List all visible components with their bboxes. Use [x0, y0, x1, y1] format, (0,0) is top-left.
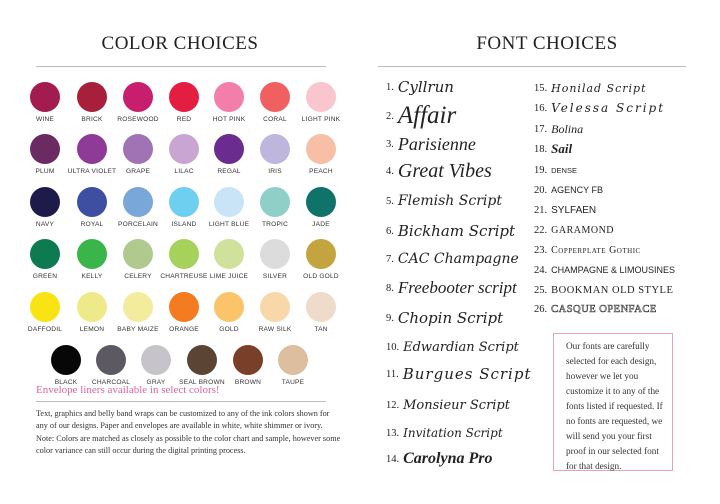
color-swatch-label: GRAY [146, 379, 166, 386]
color-swatch [306, 82, 336, 112]
color-swatch-label: REGAL [217, 168, 241, 175]
font-number: 21. [534, 204, 548, 216]
color-swatch [77, 187, 107, 217]
color-swatch-label: BRICK [81, 116, 103, 123]
font-sample: CHAMPAGNE & LIMOUSINES [551, 265, 675, 276]
color-swatch [260, 292, 290, 322]
font-sample: AGENCY FB [551, 185, 603, 196]
font-item-5 [386, 192, 502, 210]
font-number: 23. [534, 244, 548, 256]
color-swatch-label: NAVY [35, 221, 55, 228]
color-swatch-label: LIGHT BLUE [208, 221, 250, 228]
color-swatch [123, 292, 153, 322]
font-item-23 [534, 241, 641, 259]
font-number: 6. [386, 225, 394, 237]
font-item-20 [534, 181, 603, 199]
color-swatch [77, 82, 107, 112]
color-swatch [30, 239, 60, 269]
font-sample: Cyllrun [397, 78, 454, 97]
font-number: 7. [386, 253, 394, 265]
font-item-1 [386, 78, 454, 96]
color-swatch-label: TAN [314, 326, 328, 333]
color-swatch [77, 292, 107, 322]
color-swatch [123, 187, 153, 217]
color-swatch [123, 82, 153, 112]
color-swatch-label: BLACK [54, 379, 78, 386]
font-item-8 [386, 278, 517, 298]
font-number: 20. [534, 184, 548, 196]
color-swatch-label: LILAC [174, 168, 194, 175]
color-swatch [233, 345, 263, 375]
font-item-18 [534, 140, 572, 158]
font-choices-title: FONT CHOICES [476, 33, 618, 54]
color-swatch-label: SEAL BROWN [179, 379, 225, 386]
color-swatch [214, 239, 244, 269]
color-swatch-label: ROSEWOOD [117, 116, 159, 123]
font-number: 2. [386, 110, 394, 122]
font-number: 22. [534, 224, 548, 236]
font-sample: SYLFAEN [551, 204, 597, 216]
color-swatch-label: LIME JUICE [209, 273, 249, 280]
font-item-19 [534, 161, 577, 179]
font-number: 14. [386, 453, 400, 465]
font-sample: Copperplate Gothic [551, 244, 641, 256]
color-swatch [169, 292, 199, 322]
color-swatch [306, 292, 336, 322]
font-number: 19. [534, 164, 548, 176]
color-swatch-label: PORCELAIN [118, 221, 158, 228]
color-swatch-label: ULTRA VIOLET [67, 168, 117, 175]
color-swatch [77, 134, 107, 164]
font-sample: Monsieur Script [403, 397, 510, 413]
color-swatch-label: SILVER [262, 273, 288, 280]
color-swatch [169, 82, 199, 112]
notes-paragraph-2: Note: Colors are matched as closely as possible to the color chart and sample, however some color variance can still occur during the digital printing process. [36, 433, 341, 455]
font-item-10 [386, 338, 519, 356]
font-number: 15. [534, 82, 548, 94]
font-item-14 [386, 450, 492, 468]
color-swatch [260, 134, 290, 164]
font-number: 18. [534, 143, 548, 155]
font-sample: CAC Champagne [397, 251, 519, 268]
color-swatch-label: GRAPE [125, 168, 151, 175]
color-swatch [30, 292, 60, 322]
color-swatch-label: ORANGE [169, 326, 199, 333]
color-swatch-label: PLUM [35, 168, 55, 175]
font-number: 12. [386, 399, 400, 411]
font-sample: Freebooter script [397, 278, 517, 297]
color-swatch-label: DAFFODIL [27, 326, 63, 333]
font-item-13 [386, 424, 503, 442]
color-swatch-label: CHARCOAL [91, 379, 131, 386]
font-item-3 [386, 134, 476, 155]
font-number: 4. [386, 166, 394, 177]
color-swatch [30, 82, 60, 112]
color-swatch-label: LEMON [79, 326, 105, 333]
font-title-rule [378, 66, 686, 67]
font-number: 25. [534, 284, 548, 296]
font-item-12 [386, 396, 510, 414]
liners-note: Envelope liners available in select colors! [36, 384, 220, 396]
color-swatch-label: KELLY [81, 273, 103, 280]
font-number: 24. [534, 264, 548, 276]
color-swatch [260, 187, 290, 217]
color-swatch [51, 345, 81, 375]
color-swatch [214, 82, 244, 112]
font-item-11 [386, 365, 531, 383]
font-item-17 [534, 120, 583, 138]
color-swatch-label: HOT PINK [212, 116, 246, 123]
color-swatch [306, 187, 336, 217]
color-swatch-label: BABY MAIZE [117, 326, 159, 333]
font-item-25 [534, 281, 673, 299]
font-number: 5. [386, 195, 394, 207]
color-swatch [96, 345, 126, 375]
font-item-6 [386, 222, 515, 240]
color-swatch-label: CHARTREUSE [160, 273, 208, 280]
color-swatch-label: JADE [312, 221, 330, 228]
font-number: 16. [534, 102, 548, 114]
color-swatch [30, 134, 60, 164]
notes-rule [36, 401, 326, 402]
color-swatch-label: PEACH [309, 168, 333, 175]
color-swatch [30, 187, 60, 217]
font-number: 13. [386, 427, 400, 439]
notes-paragraph-1: Text, graphics and belly band wraps can be customized to any of the ink colors shown for any of our designs. Paper and envelopes are available in white, white shimmer or ivory. [36, 409, 330, 431]
font-sample: Great Vibes [397, 160, 492, 182]
color-swatch [214, 134, 244, 164]
font-sample: Chopin Script [397, 309, 504, 328]
font-item-22 [534, 221, 614, 239]
font-sample: Bickham Script [397, 222, 516, 241]
color-swatch-label: BROWN [234, 379, 262, 386]
color-swatch-label: LIGHT PINK [301, 116, 341, 123]
font-sample: BOOKMAN OLD STYLE [551, 284, 674, 296]
color-swatch [306, 239, 336, 269]
font-sample: GARAMOND [551, 224, 615, 236]
font-sample: Parisienne [397, 134, 476, 154]
color-swatch [187, 345, 217, 375]
font-item-7 [386, 250, 519, 268]
color-swatch [306, 134, 336, 164]
color-swatch-label: GOLD [219, 326, 239, 333]
font-number: 8. [386, 282, 394, 294]
color-swatch [214, 292, 244, 322]
font-sample: Edwardian Script [403, 339, 519, 355]
color-notes [36, 408, 342, 457]
color-swatch-label: RAW SILK [258, 326, 292, 333]
font-sample: Invitation Script [403, 426, 503, 441]
color-swatch [77, 239, 107, 269]
color-swatch-label: CELERY [124, 273, 152, 280]
font-sample: DENSE [551, 165, 577, 175]
font-number: 9. [386, 312, 394, 324]
color-swatch-label: WINE [35, 116, 54, 123]
font-item-21 [534, 201, 596, 219]
color-swatch-label: ISLAND [171, 221, 197, 228]
font-item-24 [534, 261, 675, 279]
color-swatch-label: GREEN [32, 273, 58, 280]
font-sample: Velessa Script [551, 101, 666, 116]
color-swatch [123, 134, 153, 164]
color-swatch [169, 134, 199, 164]
font-item-26 [534, 300, 657, 318]
color-swatch-label: IRIS [268, 168, 282, 175]
color-swatch [123, 239, 153, 269]
font-sample: Flemish Script [397, 193, 502, 210]
color-swatch [260, 82, 290, 112]
font-sample: Burgues Script [402, 365, 532, 384]
color-swatch [169, 239, 199, 269]
font-item-15 [534, 79, 647, 97]
font-number: 3. [386, 139, 394, 150]
font-item-16 [534, 99, 665, 117]
color-swatch-label: CORAL [263, 116, 287, 123]
font-sample: Affair [397, 102, 457, 129]
font-sample: Sail [551, 141, 573, 157]
font-number: 17. [534, 123, 548, 135]
font-sample: CASQUE OPENFACE [551, 303, 657, 315]
font-item-4 [386, 160, 492, 183]
font-sample: Honilad Script [551, 81, 647, 95]
color-swatch [214, 187, 244, 217]
font-note-text: Our fonts are carefully selected for each design, however we let you customize it to any of the fonts listed if requested. If no fonts are requested, we will send you your first proof in our selected font for that design. [566, 341, 663, 471]
color-swatch-label: RED [176, 116, 192, 123]
font-number: 1. [386, 81, 394, 93]
font-sample: Bolina [551, 121, 584, 136]
color-swatch-label: ROYAL [80, 221, 104, 228]
color-swatch [260, 239, 290, 269]
color-swatch-label: TROPIC [261, 221, 289, 228]
font-item-2 [386, 102, 456, 130]
color-swatch [141, 345, 171, 375]
color-swatch [169, 187, 199, 217]
font-number: 11. [386, 368, 399, 380]
color-choices-title: COLOR CHOICES [101, 33, 259, 54]
font-number: 10. [386, 341, 400, 353]
color-swatch-label: TAUPE [281, 379, 305, 386]
color-swatch [278, 345, 308, 375]
font-item-9 [386, 309, 503, 327]
font-sample: Carolyna Pro [403, 450, 493, 468]
font-number: 26. [534, 303, 548, 315]
color-swatch-label: OLD GOLD [303, 273, 339, 280]
